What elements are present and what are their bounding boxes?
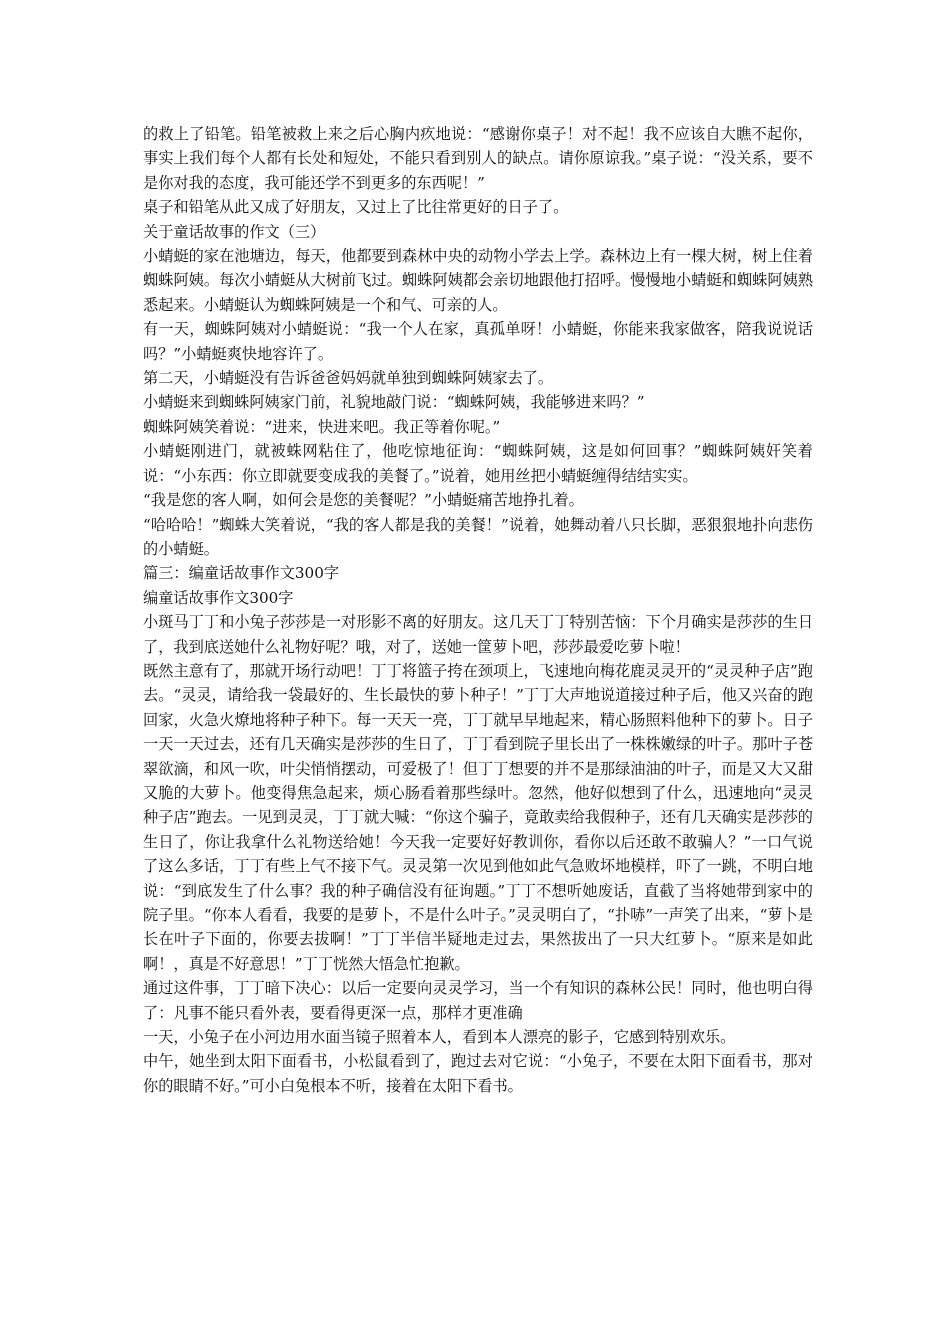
section-heading-part-3: 篇三：编童话故事作文300字 xyxy=(143,564,340,583)
paragraph-carrot-story: 既然主意有了，那就开场行动吧！丁丁将篮子挎在颈项上，飞速地向梅花鹿灵灵开的“灵灵种子店”跑去。“灵灵，请给我一袋最好的、生长最快的萝卜种子！”丁丁大声地说道接过种子后，他又兴奋的跑回家，火急火燎地将种子种下。每一天天一亮，丁丁就早早地起来，精心肠照料他种下的萝卜。日子一天一天过去，还有几天确实是莎莎的生日了，丁丁看到院子里长出了一株株嫩绿的叶子。那叶子苍翠欲滴，和风一吹，叶尖悄悄摆动，可爱极了！但丁丁想要的并不是那绿油油的叶子，而是又大又甜又脆的大萝卜。他变得焦急起来，烦心肠看着那些绿叶。忽然，他好似想到了什么，迅速地向“灵灵种子店”跑去。一见到灵灵，丁丁就大喊：“你这个骗子，竟敢卖给我假种子，还有几天确实是莎莎的生日了，你让我拿什么礼物送给她！今天我一定要好好教训你，看你以后还敢不敢骗人？”一口气说了这么多话，丁丁有些上气不接下气。灵灵第一次见到他如此气急败坏地模样，吓了一跳，不明白地说：“到底发生了什么事？我的种子确信没有征询题。”丁丁不想听她废话，直截了当将她带到家中的院子里。“你本人看看，我要的是萝卜，不是什么叶子。”灵灵明白了，“扑哧”一声笑了出来，“萝卜是长在叶子下面的，你要去拔啊！”丁丁半信半疑地走过去，果然拔出了一只大红萝卜。“原来是如此啊！，真是不好意思！”丁丁恍然大悟急忙抱歉。 xyxy=(143,661,813,973)
paragraph-rescue-pencil: 的救上了铅笔。铅笔被救上来之后心胸内疚地说：“感谢你桌子！对不起！我不应该自大瞧不起你，事实上我们每个人都有长处和短处，不能只看到别人的缺点。请你原谅我。”桌子说：“没关系，要不是你对我的态度，我可能还学不到更多的东西呢！” xyxy=(143,125,813,192)
section-heading-fairy-tale-3: 关于童话故事的作文（三） xyxy=(143,222,326,241)
paragraph-spider-smile: 蜘蛛阿姨笑着说：“进来，快进来吧。我正等着你呢。” xyxy=(143,417,501,436)
section-subheading-essay-300: 编童话故事作文300字 xyxy=(143,588,294,607)
paragraph-knock-door: 小蜻蜓来到蜘蛛阿姨家门前，礼貌地敲门说：“蜘蛛阿姨，我能够进来吗？” xyxy=(143,393,645,412)
paragraph-reading-sun: 中午，她坐到太阳下面看书，小松鼠看到了，跑过去对它说：“小兔子，不要在太阳下面看书，那对你的眼睛不好。”可小白兔根本不听，接着在太阳下看书。 xyxy=(143,1052,813,1095)
paragraph-rabbit-mirror: 一天，小兔子在小河边用水面当镜子照着本人，看到本人漂亮的影子，它感到特别欢乐。 xyxy=(143,1028,736,1047)
paragraph-lesson: 通过这件事，丁丁暗下决心：以后一定要向灵灵学习，当一个有知识的森林公民！同时，他也明白得了：凡事不能只看外表，要看得更深一点，那样才更准确 xyxy=(143,979,813,1022)
document-body xyxy=(143,122,813,1098)
paragraph-web-trap: 小蜻蜓刚进门，就被蛛网粘住了，他吃惊地征询：“蜘蛛阿姨，这是如何回事？”蜘蛛阿姨奸笑着说：“小东西：你立即就要变成我的美餐了。”说着，她用丝把小蜻蜓缠得结结实实。 xyxy=(143,442,813,485)
paragraph-spider-invite: 有一天，蜘蛛阿姨对小蜻蜓说：“我一个人在家，真孤单呀！小蜻蜓，你能来我家做客，陪我说说话吗？”小蜻蜓爽快地容许了。 xyxy=(143,320,813,363)
paragraph-second-day: 第二天，小蜻蜓没有告诉爸爸妈妈就单独到蜘蛛阿姨家去了。 xyxy=(143,369,554,388)
paragraph-dragonfly-home: 小蜻蜓的家在池塘边，每天，他都要到森林中央的动物小学去上学。森林边上有一棵大树，树上住着蜘蛛阿姨。每次小蜻蜓从大树前飞过。蜘蛛阿姨都会亲切地跟他打招呼。慢慢地小蜻蜓和蜘蛛阿姨熟悉起来。小蜻蜓认为蜘蛛阿姨是一个和气、可亲的人。 xyxy=(143,247,813,314)
paragraph-struggle: “我是您的客人啊，如何会是您的美餐呢？”小蜻蜓痛苦地挣扎着。 xyxy=(143,491,584,510)
paragraph-spider-laugh: “哈哈哈！”蜘蛛大笑着说，“我的客人都是我的美餐！”说着，她舞动着八只长脚，恶狠狠地扑向悲伤的小蜻蜓。 xyxy=(143,515,813,558)
paragraph-zebra-rabbit: 小斑马丁丁和小兔子莎莎是一对形影不离的好朋友。这几天丁丁特别苦恼：下个月确实是莎莎的生日了，我到底送她什么礼物好呢？哦，对了，送她一筐萝卜吧，莎莎最爱吃萝卜啦！ xyxy=(143,613,813,656)
paragraph-friends-again: 桌子和铅笔从此又成了好朋友，又过上了比往常更好的日子了。 xyxy=(143,198,569,217)
